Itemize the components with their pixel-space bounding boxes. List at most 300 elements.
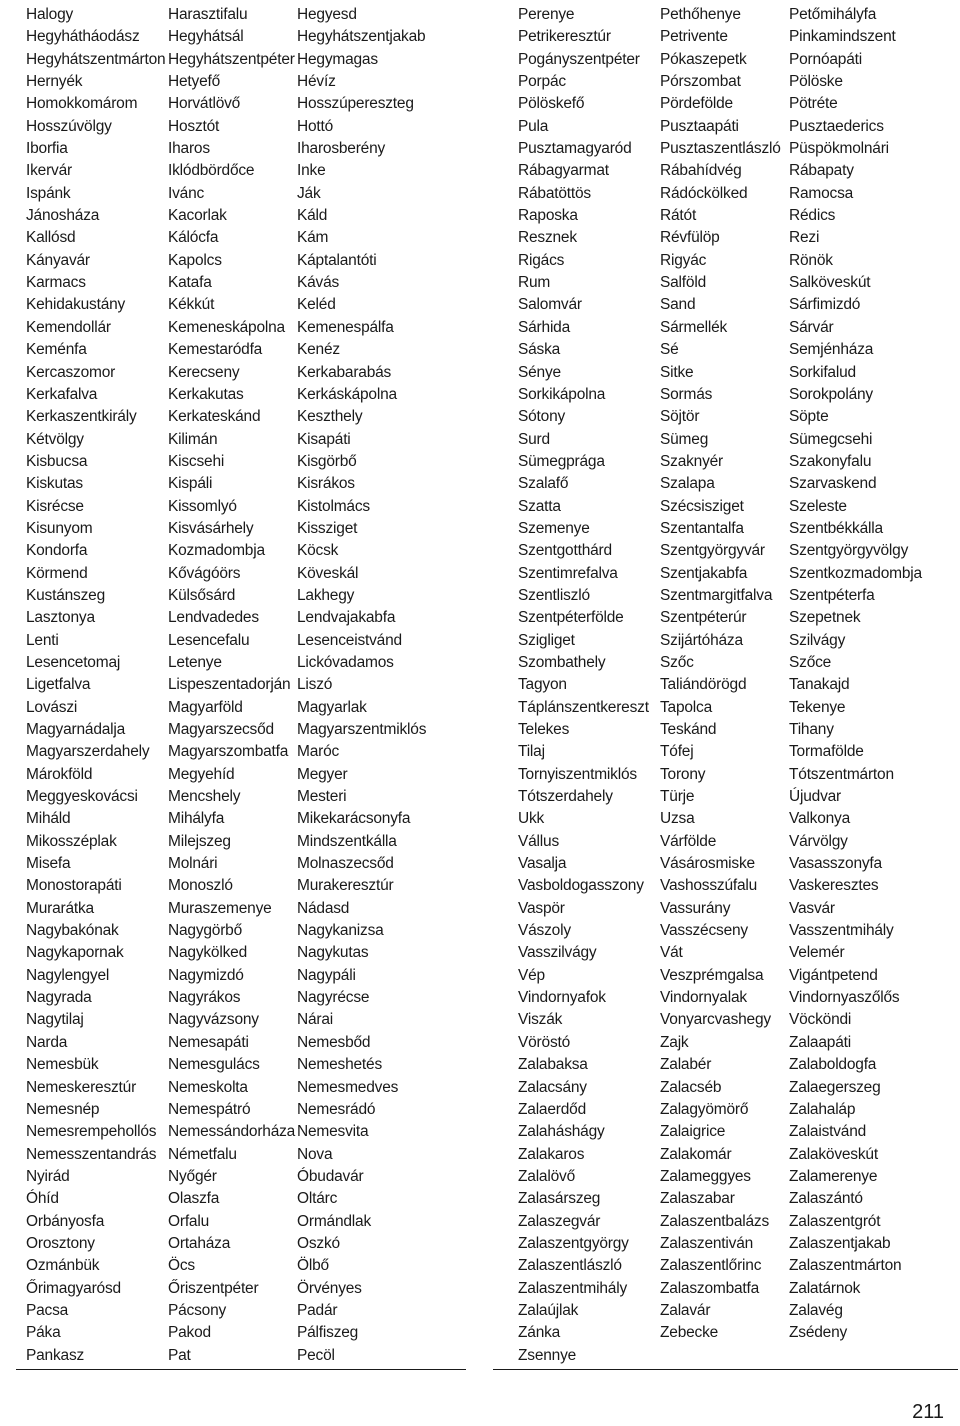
place-name-entry: Nemesnép [26, 1100, 100, 1118]
place-name-entry: Molnaszecsőd [297, 855, 394, 873]
place-name-entry: Pölöske [789, 73, 843, 91]
place-name-entry: Kerkaszentkirály [26, 408, 137, 426]
place-name-entry: Kozmadombja [168, 542, 265, 560]
place-name-entry: Kisapáti [297, 430, 351, 448]
place-name-entry: Salomvár [518, 296, 582, 314]
place-name-entry: Pusztamagyaród [518, 140, 632, 158]
place-name-entry: Ligetfalva [26, 676, 91, 694]
place-name-entry: Zalaszántó [789, 1190, 863, 1208]
place-name-entry: Türje [660, 788, 695, 806]
place-name-entry: Halogy [26, 6, 74, 23]
place-name-entry: Vindornyaszőlős [789, 989, 900, 1007]
place-name-entry: Szentpéterúr [660, 609, 747, 627]
place-name-entry: Rádóckölked [660, 184, 748, 202]
place-name-entry: Pórszombat [660, 73, 741, 91]
place-name-entry: Zalaszentgrót [789, 1212, 881, 1230]
place-name-entry: Szentpéterfa [789, 586, 875, 604]
place-name-entry: Nemeskolta [168, 1078, 248, 1096]
place-name-entry: Vászoly [518, 922, 571, 940]
place-name-entry: Taliándörögd [660, 676, 747, 694]
place-name-entry: Veszprémgalsa [660, 966, 764, 984]
place-name-entry: Lickóvadamos [297, 653, 394, 671]
place-name-entry: Zalaegerszeg [789, 1078, 881, 1096]
place-name-entry: Miháld [26, 810, 71, 828]
place-name-entry: Zalaszentlőrinc [660, 1257, 762, 1275]
place-name-entry: Vaspör [518, 899, 565, 917]
place-name-entry: Kistolmács [297, 497, 370, 515]
place-name-entry: Szécsisziget [660, 497, 744, 515]
place-name-entry: Rezi [789, 229, 820, 247]
place-name-entry: Megyer [297, 765, 348, 783]
place-name-entry: Zalakaros [518, 1145, 585, 1163]
place-name-entry: Muraszemenye [168, 899, 272, 917]
place-name-entry: Zalagyömörő [660, 1100, 749, 1118]
place-name-entry: Nagykölked [168, 944, 247, 962]
place-name-entry: Tekenye [789, 698, 846, 716]
place-name-entry: Letenye [168, 653, 222, 671]
place-name-entry: Szombathely [518, 653, 606, 671]
place-name-entry: Padár [297, 1301, 338, 1319]
place-name-entry: Vaskeresztes [789, 877, 879, 895]
place-name-entry: Rábatöttös [518, 184, 591, 202]
place-name-entry: Kerkafalva [26, 385, 98, 403]
place-name-entry: Sé [660, 341, 679, 359]
place-name-entry: Perenye [518, 6, 575, 23]
place-name-entry: Vasalja [518, 855, 567, 873]
place-name-entry: Köcsk [297, 542, 339, 560]
place-name-entry: Sorkikápolna [518, 385, 606, 403]
place-name-entry: Sárhida [518, 318, 571, 336]
place-name-entry: Kacorlak [168, 207, 227, 225]
place-name-entry: Nyőgér [168, 1167, 217, 1185]
place-name-entry: Torony [660, 765, 706, 783]
place-name-entry: Zalaszentgyörgy [518, 1234, 629, 1252]
place-name-entry: Sorokpolány [789, 385, 873, 403]
place-name-entry: Szilvágy [789, 631, 846, 649]
place-name-entry: Újudvar [789, 788, 842, 806]
place-name-entry: Sénye [518, 363, 561, 381]
place-name-entry: Nyirád [26, 1167, 70, 1185]
place-name-entry: Iharos [168, 140, 210, 158]
place-name-entry: Nagytilaj [26, 1011, 84, 1029]
place-name-entry: Pusztaapáti [660, 117, 739, 135]
place-name-entry: Zalavár [660, 1301, 711, 1319]
place-name-entry: Rátót [660, 207, 697, 225]
place-name-entry: Vasasszonyfa [789, 855, 882, 873]
place-name-entry: Harasztifalu [168, 6, 248, 23]
place-name-entry: Szőce [789, 653, 832, 671]
place-name-entry: Zalaújlak [518, 1301, 579, 1319]
place-name-entry: Káld [297, 207, 328, 225]
place-name-entry: Vasboldogasszony [518, 877, 644, 895]
place-name-entry: Lakhegy [297, 586, 355, 604]
place-name-entry: Olaszfa [168, 1190, 220, 1208]
place-name-entry: Nemesbőd [297, 1033, 371, 1051]
place-name-entry: Zalacsány [518, 1078, 587, 1096]
place-name-entry: Zalakomár [660, 1145, 732, 1163]
place-name-entry: Rigyác [660, 251, 707, 269]
place-name-entry: Pethőhenye [660, 6, 741, 23]
place-name-entry: Iborfia [26, 140, 68, 158]
place-name-entry: Sitke [660, 363, 694, 381]
place-name-entry: Nemessándorháza [168, 1123, 296, 1141]
place-name-entry: Vöröstó [518, 1033, 571, 1051]
place-name-entry: Ikervár [26, 162, 72, 180]
place-name-entry: Zalaboldogfa [789, 1056, 877, 1074]
place-name-entry: Homokkomárom [26, 95, 138, 113]
place-name-entry: Zebecke [660, 1324, 719, 1342]
place-name-entry: Hosszúpereszteg [297, 95, 414, 113]
place-name-entry: Sormás [660, 385, 713, 403]
place-name-entry: Tornyiszentmiklós [518, 765, 637, 783]
place-name-entry: Zalabaksa [518, 1056, 588, 1074]
place-name-entry: Hegyhátszentmárton [26, 50, 166, 68]
place-name-entry: Nemesapáti [168, 1033, 249, 1051]
place-name-entry: Vát [660, 944, 683, 962]
place-name-entry: Pördefölde [660, 95, 733, 113]
place-name-entry: Nemesrempehollós [26, 1123, 157, 1141]
place-name-entry: Vasvár [789, 899, 835, 917]
right-column-2 [660, 4, 781, 1345]
place-name-entry: Surd [518, 430, 550, 448]
right-place-name-block [493, 4, 958, 1370]
place-name-entry: Pácsony [168, 1301, 227, 1319]
place-name-entry: Sümegcsehi [789, 430, 873, 448]
place-name-entry: Kiskutas [26, 475, 83, 493]
place-name-entry: Zalaszentmihály [518, 1279, 627, 1297]
place-name-entry: Zalamerenye [789, 1167, 878, 1185]
place-name-entry: Pecöl [297, 1346, 335, 1364]
place-name-entry: Mesteri [297, 788, 347, 806]
place-name-entry: Iklódbördőce [168, 162, 255, 180]
place-name-entry: Zalaapáti [789, 1033, 851, 1051]
place-name-entry: Németfalu [168, 1145, 237, 1163]
place-name-entry: Szentpéterfölde [518, 609, 624, 627]
place-name-entry: Orosztony [26, 1234, 95, 1252]
page-number: 211 [912, 1401, 944, 1423]
place-name-entry: Kékkút [168, 296, 215, 314]
place-name-entry: Sáska [518, 341, 561, 359]
place-name-entry: Kercaszomor [26, 363, 116, 381]
place-name-entry: Hegyesd [297, 6, 357, 23]
place-name-entry: Raposka [518, 207, 578, 225]
place-name-entry: Nagykanizsa [297, 922, 384, 940]
place-name-entry: Semjénháza [789, 341, 874, 359]
place-name-entry: Rigács [518, 251, 565, 269]
place-name-entry: Hegyhátháodász [26, 28, 140, 46]
place-name-entry: Nagykapornak [26, 944, 124, 962]
place-name-entry: Kerecseny [168, 363, 240, 381]
place-name-entry: Örvényes [297, 1279, 362, 1297]
place-name-entry: Kemenespálfa [297, 318, 394, 336]
place-name-entry: Ukk [518, 810, 545, 828]
place-name-entry: Ortaháza [168, 1234, 231, 1252]
place-name-entry: Katafa [168, 274, 212, 292]
place-name-entry: Öcs [168, 1257, 195, 1275]
place-name-entry: Kerkateskánd [168, 408, 261, 426]
left-place-name-block [16, 4, 466, 1370]
place-name-entry: Salföld [660, 274, 706, 292]
place-name-entry: Ozmánbük [26, 1257, 100, 1275]
place-name-entry: Szigliget [518, 631, 575, 649]
place-name-entry: Pat [168, 1346, 191, 1364]
place-name-entry: Valkonya [789, 810, 851, 828]
place-name-entry: Murarátka [26, 899, 94, 917]
place-name-entry: Orfalu [168, 1212, 210, 1230]
place-name-entry: Kétvölgy [26, 430, 84, 448]
place-name-entry: Petőmihályfa [789, 6, 877, 23]
place-name-entry: Ölbő [297, 1257, 329, 1275]
place-name-entry: Zalasárszeg [518, 1190, 601, 1208]
place-name-entry: Misefa [26, 855, 71, 873]
place-name-entry: Zalatárnok [789, 1279, 861, 1297]
place-name-entry: Káptalantóti [297, 251, 377, 269]
place-name-entry: Szentimrefalva [518, 564, 618, 582]
place-name-entry: Lesenceistvánd [297, 631, 402, 649]
place-name-entry: Nemeskeresztúr [26, 1078, 137, 1096]
place-name-entry: Nagypáli [297, 966, 356, 984]
place-name-entry: Kemendollár [26, 318, 111, 336]
place-name-entry: Ispánk [26, 184, 71, 202]
place-name-entry: Zsédeny [789, 1324, 848, 1342]
place-name-entry: Velemér [789, 944, 845, 962]
place-name-entry: Pankasz [26, 1346, 85, 1364]
place-name-entry: Hegyhátsál [168, 28, 244, 46]
place-name-entry: Karmacs [26, 274, 86, 292]
place-name-entry: Nemesbük [26, 1056, 99, 1074]
place-name-entry: Nagyrécse [297, 989, 370, 1007]
place-name-entry: Szentgyörgyvölgy [789, 542, 909, 560]
place-name-entry: Sármellék [660, 318, 728, 336]
place-name-entry: Tagyon [518, 676, 567, 694]
place-name-entry: Magyarszecsőd [168, 721, 274, 738]
place-name-entry: Kisvásárhely [168, 519, 254, 537]
place-name-entry: Kissziget [297, 519, 358, 537]
place-name-entry: Zalaerdőd [518, 1100, 586, 1118]
place-name-entry: Szatta [518, 497, 561, 515]
place-name-entry: Söjtör [660, 408, 700, 426]
place-name-entry: Kám [297, 229, 329, 247]
place-name-entry: Rábagyarmat [518, 162, 609, 180]
place-name-entry: Kerkáskápolna [297, 385, 397, 403]
place-name-entry: Kisbucsa [26, 452, 88, 470]
place-name-entry: Szentkozmadombja [789, 564, 922, 582]
place-name-entry: Zalaszentbalázs [660, 1212, 770, 1230]
place-name-entry: Magyarszombatfa [168, 743, 289, 761]
place-name-entry: Porpác [518, 73, 566, 91]
place-name-entry: Kiscsehi [168, 452, 225, 470]
place-name-entry: Ják [297, 184, 321, 202]
place-name-entry: Pornóapáti [789, 50, 862, 68]
place-name-entry: Vasszilvágy [518, 944, 597, 962]
place-name-entry: Tihany [789, 721, 834, 738]
place-name-entry: Kallósd [26, 229, 76, 247]
right-column-3 [789, 4, 922, 1345]
place-name-entry: Zalaszentiván [660, 1234, 754, 1252]
place-name-entry: Nemesrádó [297, 1100, 376, 1118]
place-name-entry: Viszák [518, 1011, 563, 1029]
place-name-entry: Vigántpetend [789, 966, 878, 984]
place-name-entry: Rönök [789, 251, 833, 269]
place-name-entry: Zánka [518, 1324, 561, 1342]
place-name-entry: Hegyhátszentpéter [168, 50, 295, 68]
place-name-entry: Nova [297, 1145, 333, 1163]
place-name-entry: Pötréte [789, 95, 838, 113]
place-name-entry: Uzsa [660, 810, 695, 828]
place-name-entry: Jánosháza [26, 207, 100, 225]
place-name-entry: Nagyvázsony [168, 1011, 259, 1029]
place-name-entry: Zalaszabar [660, 1190, 735, 1208]
place-name-entry: Nemesmedves [297, 1078, 399, 1096]
place-name-entry: Murakeresztúr [297, 877, 394, 895]
place-name-entry: Zajk [660, 1033, 689, 1051]
place-name-entry: Szalapa [660, 475, 715, 493]
place-name-entry: Nagymizdó [168, 966, 244, 984]
place-name-entry: Külsősárd [168, 586, 236, 604]
place-name-entry: Narda [26, 1033, 68, 1051]
place-name-entry: Vonyarcvashegy [660, 1011, 771, 1029]
place-name-entry: Teskánd [660, 721, 717, 738]
place-name-entry: Nemesvita [297, 1123, 369, 1141]
place-name-entry: Táplánszentkereszt [518, 698, 649, 716]
place-name-entry: Őrimagyarósd [26, 1279, 121, 1297]
place-name-entry: Tófej [660, 743, 694, 761]
left-column-1 [26, 4, 165, 1367]
place-name-entry: Söpte [789, 408, 829, 426]
place-name-entry: Pusztaederics [789, 117, 884, 135]
place-name-entry: Mencshely [168, 788, 241, 806]
place-name-entry: Zalameggyes [660, 1167, 751, 1185]
place-name-entry: Zalaistvánd [789, 1123, 867, 1141]
place-name-entry: Lesencetomaj [26, 653, 121, 671]
place-name-entry: Hetyefő [168, 73, 221, 91]
place-name-entry: Óhíd [26, 1190, 59, 1208]
place-name-entry: Pakod [168, 1324, 211, 1342]
place-name-entry: Sárfimizdó [789, 296, 861, 314]
place-name-entry: Szeleste [789, 497, 847, 515]
place-name-entry: Vashosszúfalu [660, 877, 758, 895]
place-name-entry: Zalacséb [660, 1078, 722, 1096]
place-name-entry: Kenéz [297, 341, 340, 359]
place-name-entry: Pogányszentpéter [518, 50, 640, 68]
place-name-entry: Szalafő [518, 475, 569, 493]
place-name-entry: Pölöskefő [518, 95, 585, 113]
place-name-entry: Telekes [518, 721, 570, 738]
place-name-entry: Monostorapáti [26, 877, 122, 895]
place-name-entry: Őriszentpéter [168, 1279, 259, 1297]
place-name-entry: Zalaköveskút [789, 1145, 878, 1163]
place-name-entry: Tormafölde [789, 743, 864, 761]
place-name-entry: Zalaigrice [660, 1123, 726, 1141]
place-name-entry: Hévíz [297, 73, 336, 91]
place-name-entry: Nárai [297, 1011, 334, 1029]
place-name-entry: Monoszló [168, 877, 233, 895]
place-name-entry: Milejszeg [168, 832, 231, 850]
place-name-entry: Köveskál [297, 564, 359, 582]
place-name-entry: Tótszentmárton [789, 765, 894, 783]
place-name-entry: Zalaszegvár [518, 1212, 601, 1230]
place-name-entry: Kálócfa [168, 229, 219, 247]
place-name-entry: Páka [26, 1324, 61, 1342]
place-name-entry: Kisrákos [297, 475, 355, 493]
place-name-entry: Nagybakónak [26, 922, 119, 940]
place-name-entry: Vasszentmihály [789, 922, 894, 940]
place-name-entry: Magyarlak [297, 698, 367, 716]
place-name-entry: Nemesszentandrás [26, 1145, 157, 1163]
left-column-3 [297, 4, 426, 1367]
place-name-entry: Sorkifalud [789, 363, 856, 381]
place-name-entry: Tótszerdahely [518, 788, 613, 806]
place-name-entry: Révfülöp [660, 229, 720, 247]
place-name-entry: Kilimán [168, 430, 218, 448]
place-name-entry: Lispeszentadorján [168, 676, 291, 694]
place-name-entry: Horvátlövő [168, 95, 241, 113]
place-name-entry: Rábahídvég [660, 162, 742, 180]
place-name-entry: Sárvár [789, 318, 834, 336]
place-name-entry: Mikekarácsonyfa [297, 810, 411, 828]
place-name-entry: Kemeneskápolna [168, 318, 285, 336]
place-name-entry: Szentgyörgyvár [660, 542, 765, 560]
place-name-entry: Kávás [297, 274, 340, 292]
place-name-entry: Szentbékkálla [789, 519, 883, 537]
place-name-entry: Hottó [297, 117, 334, 135]
place-name-entry: Sótony [518, 408, 566, 426]
place-name-entry: Zalabér [660, 1056, 712, 1074]
place-name-entry: Lendvadedes [168, 609, 259, 627]
place-name-entry: Nemesgulács [168, 1056, 260, 1074]
place-name-entry: Nemeshetés [297, 1056, 383, 1074]
place-name-entry: Ivánc [168, 184, 205, 202]
place-name-entry: Kissomlyó [168, 497, 237, 515]
place-name-entry: Körmend [26, 564, 88, 582]
place-name-entry: Szarvaskend [789, 475, 877, 493]
place-name-entry: Rum [518, 274, 551, 292]
place-name-entry: Vassurány [660, 899, 731, 917]
place-name-entry: Pókaszepetk [660, 50, 747, 68]
place-name-entry: Nagyrada [26, 989, 92, 1007]
place-name-entry: Zalalövő [518, 1167, 575, 1185]
place-name-entry: Zsennye [518, 1346, 577, 1364]
place-name-entry: Kondorfa [26, 542, 88, 560]
place-name-entry: Pula [518, 117, 549, 135]
place-name-entry: Szentmargitfalva [660, 586, 773, 604]
place-name-entry: Megyehíd [168, 765, 235, 783]
place-name-entry: Maróc [297, 743, 340, 761]
place-name-entry: Tilaj [518, 743, 545, 761]
place-name-entry: Nagyrákos [168, 989, 241, 1007]
place-name-entry: Szaknyér [660, 452, 724, 470]
place-name-entry: Szentantalfa [660, 519, 744, 537]
place-name-entry: Liszó [297, 676, 333, 694]
place-name-entry: Szemenye [518, 519, 590, 537]
place-name-entry: Zalaháshágy [518, 1123, 605, 1141]
right-column-1 [518, 4, 649, 1367]
place-name-entry: Petrikeresztúr [518, 28, 611, 46]
place-name-entry: Kispáli [168, 475, 213, 493]
place-name-entry: Szentjakabfa [660, 564, 748, 582]
place-name-entry: Nagykutas [297, 944, 369, 962]
place-name-entry: Kemestaródfa [168, 341, 263, 359]
place-name-entry: Nádasd [297, 899, 350, 917]
place-name-entry: Sümegprága [518, 452, 605, 470]
place-name-entry: Kustánszeg [26, 586, 105, 604]
place-name-entry: Nemespátró [168, 1100, 251, 1118]
place-name-entry: Magyarszentmiklós [297, 721, 427, 738]
place-name-entry: Pálfiszeg [297, 1324, 359, 1342]
place-name-entry: Püspökmolnári [789, 140, 889, 158]
place-name-entry: Lasztonya [26, 609, 95, 627]
place-name-entry: Mikosszéplak [26, 832, 117, 850]
